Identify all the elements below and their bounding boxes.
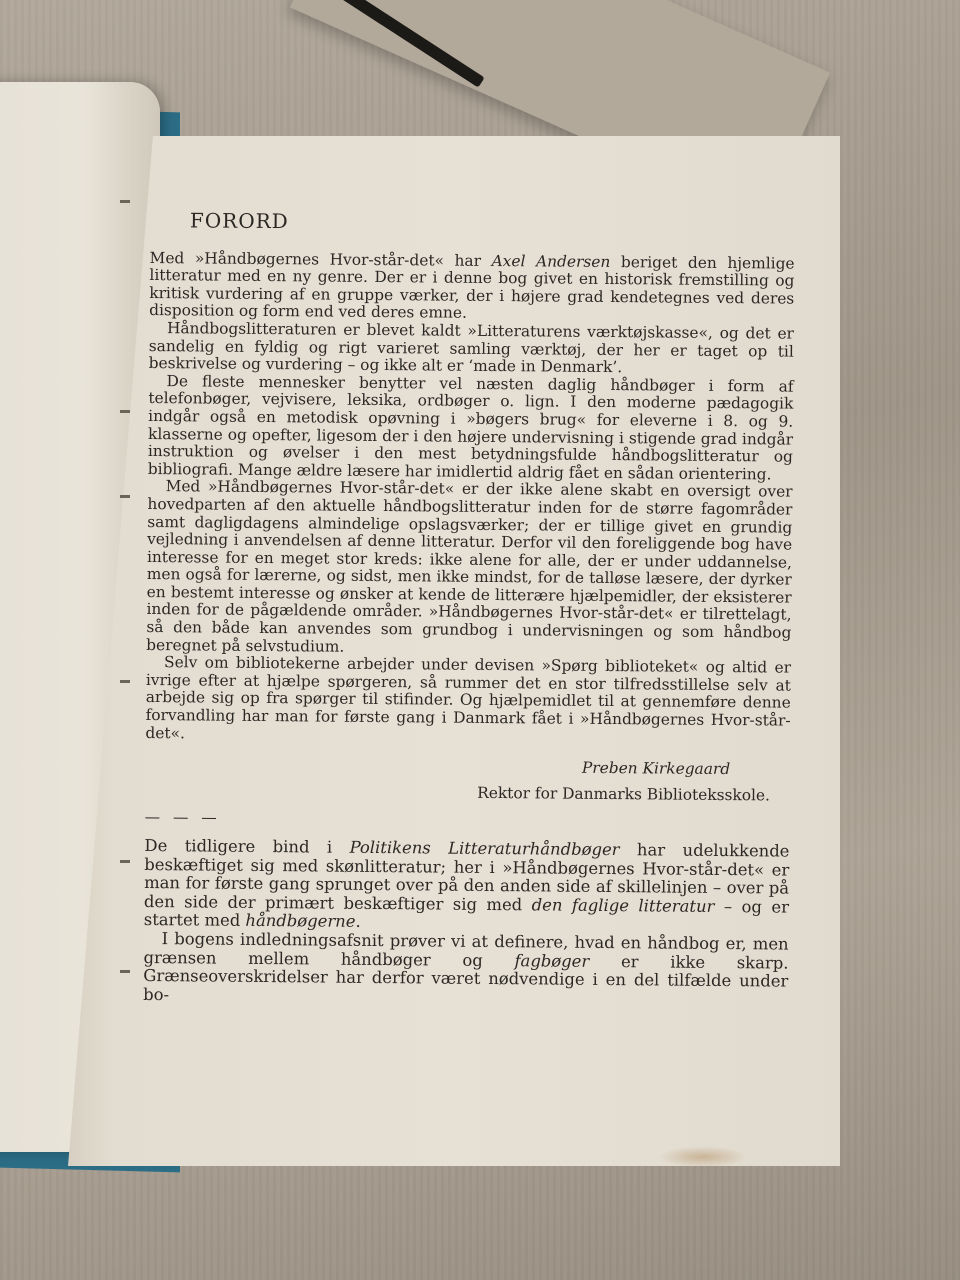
stitch (120, 970, 130, 973)
paragraph-1 (149, 250, 795, 326)
signature-name: Preben Kirkegaard (581, 759, 731, 779)
italic-text: Axel Andersen (491, 251, 611, 271)
italic-text: fagbøger (514, 950, 590, 971)
stitch (120, 860, 130, 863)
paragraph-5: Selv om bibliotekerne arbejder under devisen »Spørg biblioteket« og altid er ivrige efter at hjælpe spørgeren, så rummer det en stor tilfredsstillelse selv at arbejde sig op fra spørger til stifinder. Og hjælpemidlet til at gennemføre denne forvandling har man for første gang i Danmark fået i »Håndbøgernes Hvor-står-det«. (145, 653, 792, 742)
paragraph-7 (143, 930, 789, 1010)
paragraph-2: Håndbogslitteraturen er blevet kaldt »Litteraturens værktøjskasse«, og det er sandelig en fyldig og rigt varieret samling værktøj, der her er taget op til beskrivelse og vurdering – og ikke alt er ‘made in Denmark’. (148, 319, 795, 377)
italic-text: Politikens Litteraturhåndbøger (349, 837, 620, 860)
text-segment: . (355, 912, 361, 932)
separator: — — — (144, 808, 221, 828)
paragraph-4: Med »Håndbøgernes Hvor-står-det« er der ikke alene skabt en oversigt over hovedparten af den aktuelle håndbogslitteratur inden for de større fagområder samt dagligdagens almindelige opslagsværker; der er tillige givet en grundig vejledning i anvendelsen af denne litteratur. Derfor vil den foreliggende bog have interesse for en meget stor kreds: ikke alene for alle, der er under uddannelse, men også for lærerne, og sidst, men ikke mindst, for de talløse læsere, der dyrker en bestemt interesse og ønsker at kende de litterære hjælpemidler, der eksisterer inden for de pågældende områder. »Håndbøgernes Hvor-står-det« er tilrettelagt, så den både kan anvendes som grundbog i undervisningen og som håndbog beregnet på selvstudium. (146, 477, 793, 656)
binding-stitches (120, 170, 132, 1070)
text-segment: – og er startet med (143, 896, 790, 931)
signature-title: Rektor for Danmarks Biblioteksskole. (477, 783, 771, 805)
italic-text: håndbøgerne (245, 911, 356, 932)
page-text (143, 208, 795, 1010)
paragraph-6 (144, 837, 790, 936)
stitch (120, 200, 130, 203)
paragraph-3: De fleste mennesker benytter vel næsten daglig håndbøger i form af telefonbøger, vejvisere, leksika, ordbøger o. lign. I den moderne pædagogik indgår også en metodisk opøvning i »bøgers brug« for eleverne i 8. og 9. klasserne og opefter, ligesom der i den højere undervisning i stigende grad indgår instruktion og øvelser i den mest betydningsfulde håndbogslitteratur og bibliografi. Mange ældre læsere har imidlertid aldrig fået en sådan orientering. (147, 371, 794, 484)
text-segment: beriget den hjemlige litteratur med en ny genre. Der er i denne bog givet en historisk fremstilling og kritisk vurdering af en gruppe værker, der i højere grad kendetegnes ved deres disposition og form end ved deres emne. (149, 252, 795, 323)
stitch (120, 680, 130, 683)
italic-text: den faglige litteratur (531, 895, 715, 916)
text-segment: Med »Håndbøgernes Hvor-står-det« har (149, 248, 492, 270)
page-stain (658, 1146, 748, 1168)
page-heading: FORORD (189, 208, 289, 234)
text-segment: er ikke skarp. Grænseoverskridelser har derfor været nødvendige i en del tilfælde under bo- (143, 951, 789, 1004)
text-segment: De tidligere bind i (144, 835, 350, 857)
text-segment: har udelukkende beskæftiget sig med skønlitteratur; her i »Håndbøgernes Hvor-står-det« er man for første gang sprunget over på den anden side af skillelinjen – over på den side der primært beskæftiger sig med (143, 840, 790, 915)
text-segment: I bogens indledningsafsnit prøver vi at definere, hvad en håndbog er, men grænsen mellem håndbøger og (143, 929, 789, 970)
stitch (120, 495, 130, 498)
stitch (120, 410, 130, 413)
